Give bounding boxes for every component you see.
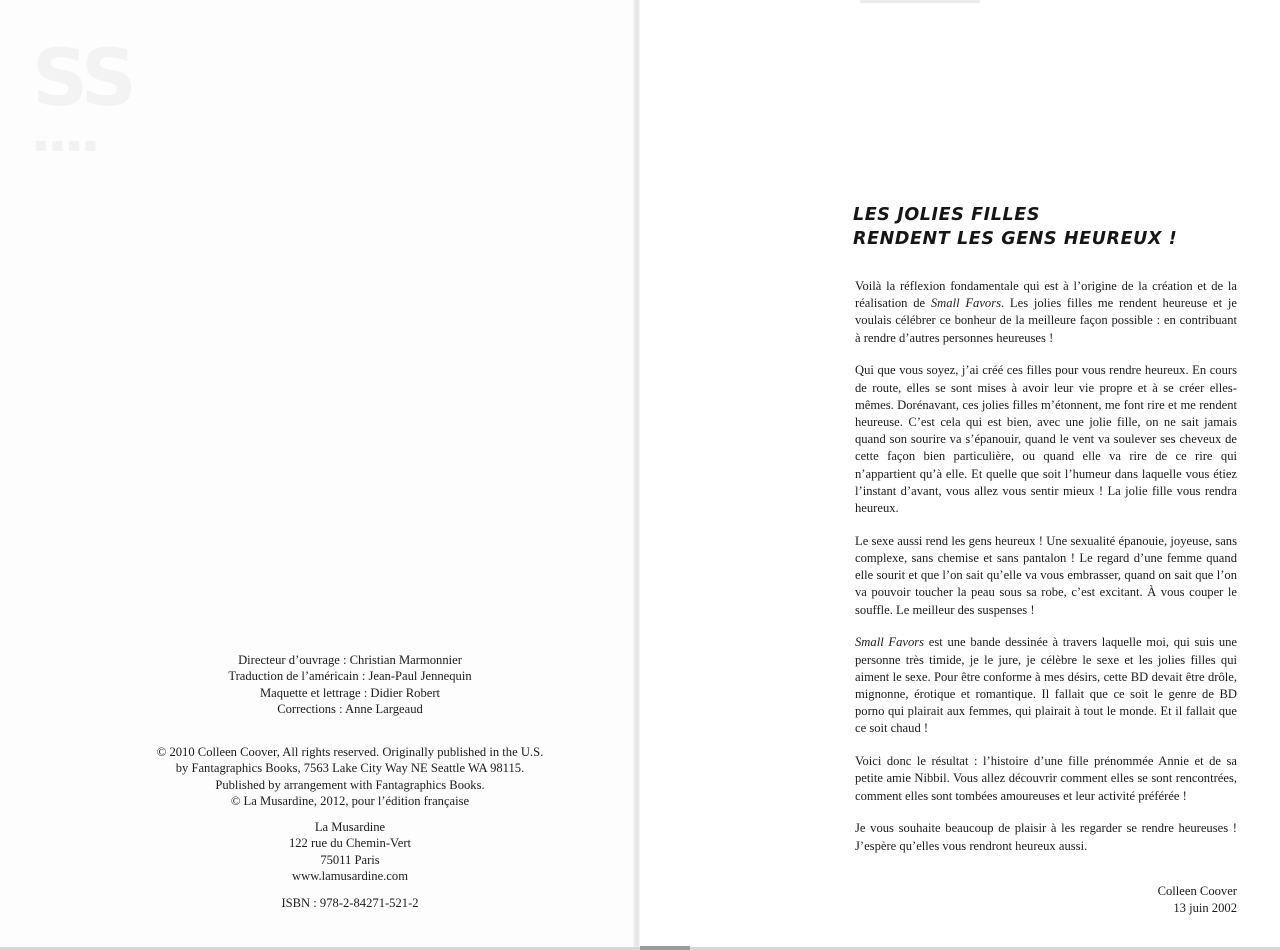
copyright-line: by Fantagraphics Books, 7563 Lake City Way NE Seattle WA 98115. — [175, 761, 525, 776]
preface-body — [855, 278, 1237, 870]
paragraph-1 — [855, 278, 1237, 347]
book-title-italic: Small Favors — [930, 296, 1002, 311]
paragraph-1-text-a: Voilà la réflexion fondamentale qui est à l’origine de la création et de la réalisation de — [855, 279, 1237, 311]
paragraph-4 — [855, 634, 1237, 737]
credit-line: Traduction de l’américain : Jean-Paul Jennequin — [228, 669, 472, 684]
page-edge-shadow — [640, 946, 690, 950]
paragraph-5: Voici donc le résultat : l’histoire d’une fille prénommée Annie et de sa petite amie Nibbil. Vous allez découvrir comment elles se sont rencontrées, comment elles sont tombées amoureuses et leur activité préférée ! — [855, 754, 1237, 803]
paragraph-1-text-b: . Les jolies filles me rendent heureuse et je voulais célébrer ce bonheur de la meilleure façon possible : en contribuant à rendre d’autres personnes heureuses ! — [855, 296, 1238, 345]
show-through-ghost-small: ▪▪▪▪ — [34, 132, 101, 156]
book-title-italic: Small Favors — [855, 635, 925, 650]
copyright-block — [100, 744, 600, 810]
copyright-line: © La Musardine, 2012, pour l’édition française — [230, 794, 470, 809]
title-line-2: RENDENT LES GENS HEUREUX ! — [853, 229, 1178, 249]
credit-line: Directeur d’ouvrage : Christian Marmonnier — [238, 653, 462, 667]
isbn — [100, 895, 600, 911]
copyright-line: Published by arrangement with Fantagraphics Books. — [215, 777, 485, 792]
copyright-line: © 2010 Colleen Coover, All rights reserved. Originally published in the U.S. — [156, 745, 544, 759]
paragraph-4-text: est une bande dessinée à travers laquelle moi, qui suis une personne très timide, je le jure, je célèbre le sexe et les jolies filles qui aiment le sexe. Pour être conforme à mes désirs, cette BD devait être drôle, mignonne, érotique et romantique. Il fallait que ce soit le genre de BD porno qui plairait aux femmes, qui plairait à tout le monde. Et il fallait que ce soit chaud ! — [855, 635, 1238, 736]
page-edge-mark — [860, 0, 980, 3]
signature-date: 13 juin 2002 — [1173, 901, 1237, 915]
book-gutter — [633, 0, 640, 950]
publisher-name: La Musardine — [314, 820, 386, 834]
title-line-1: LES JOLIES FILLES — [853, 205, 1041, 225]
credits-block — [100, 652, 600, 718]
credit-line: Maquette et lettrage : Didier Robert — [259, 685, 441, 700]
show-through-ghost: SS — [32, 34, 133, 124]
publisher-website: www.lamusardine.com — [292, 869, 408, 884]
credit-line: Corrections : Anne Largeaud — [277, 702, 423, 717]
isbn-text: ISBN : 978-2-84271-521-2 — [281, 896, 419, 910]
left-page — [0, 0, 636, 950]
signature-name: Colleen Coover — [1157, 884, 1237, 898]
publisher-street: 122 rue du Chemin-Vert — [288, 836, 412, 851]
paragraph-3: Le sexe aussi rend les gens heureux ! Une sexualité épanouie, joyeuse, sans complexe, sans chemise et sans pantalon ! Le regard d’une femme quand elle sourit et que l’on sait qu’elle va vous embrasser, quand on sait que l’on va pouvoir toucher la peau sous sa robe, c’est excitant. À vous couper le souffle. Le meilleur des suspenses ! — [855, 533, 1237, 617]
page-title — [853, 203, 1177, 251]
paragraph-2: Qui que vous soyez, j’ai créé ces filles pour vous rendre heureux. En cours de route, elles se sont mises à avoir leur vie propre et à se créer elles-mêmes. Dorénavant, ces jolies filles m’étonnent, me font rire et me rendent heureuse. C’est cela qui est bien, avec une jolie fille, on ne sait jamais quand son sourire va s’épanouir, quand le vent va soulever ses cheveux de cette façon bien particulière, ou quand elle va rire de ce rire qui n’appartient qu’à elle. Et quelle que soit l’humeur dans laquelle vous étiez l’instant d’avant, vous allez vous sentir mieux ! La jolie fille vous rendra heureux. — [855, 363, 1237, 516]
paragraph-6: Je vous souhaite beaucoup de plaisir à les regarder se rendre heureuses ! J’espère qu’elles vous rendront heureux aussi. — [855, 821, 1237, 853]
publisher-address — [100, 819, 600, 885]
publisher-city: 75011 Paris — [320, 852, 380, 867]
